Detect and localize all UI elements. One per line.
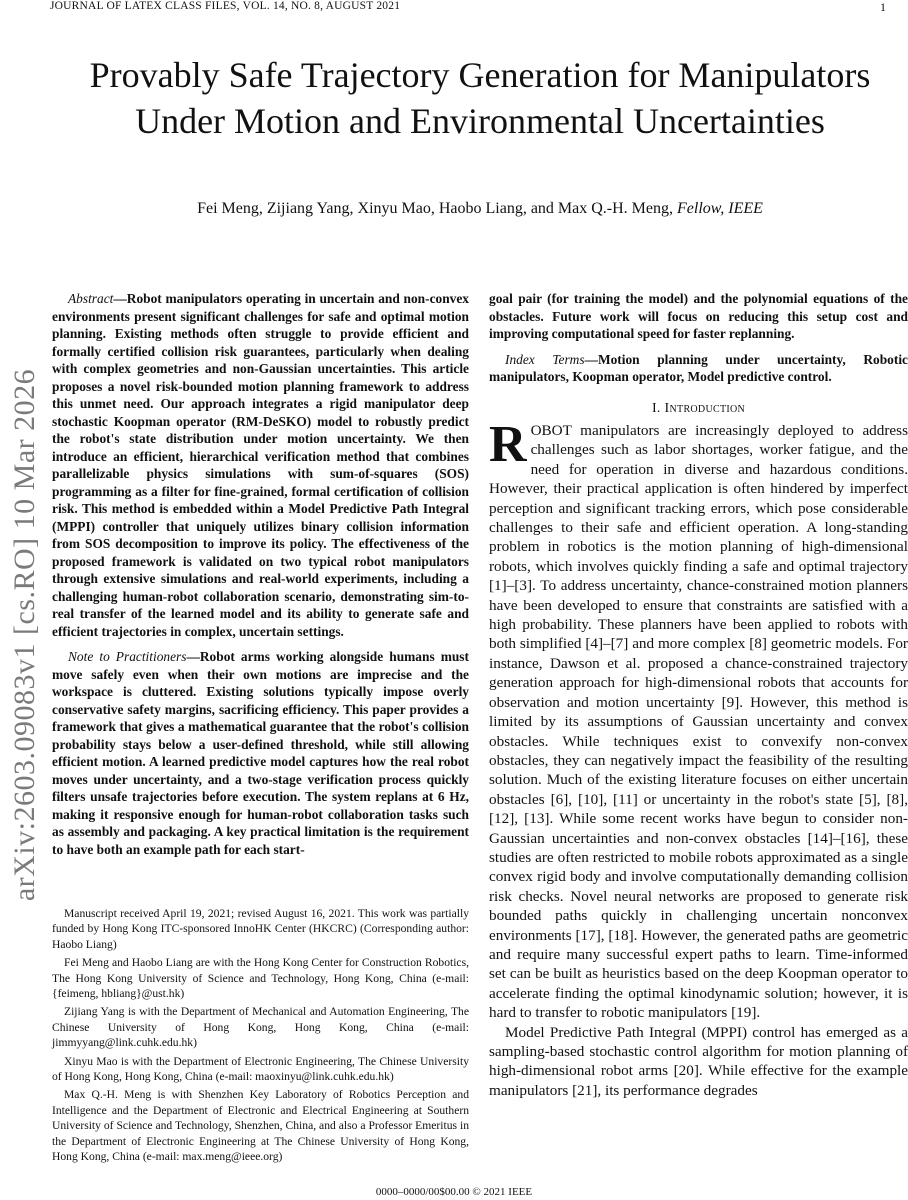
right-column	[489, 290, 908, 1100]
page-number: 1	[880, 0, 886, 14]
note-label: Note to Practitioners	[68, 649, 187, 664]
copyright-footer: 0000–0000/00$00.00 © 2021 IEEE	[375, 1186, 533, 1198]
journal-header: JOURNAL OF LATEX CLASS FILES, VOL. 14, NO. 8, AUGUST 2021	[50, 0, 401, 12]
intro-paragraph-2: Model Predictive Path Integral (MPPI) control has emerged as a sampling-based stochastic control algorithm for motion planning of high-dimensional robot arms [20]. While effective for the example manipulators [21], its performance degrades	[489, 1023, 908, 1099]
index-terms-text: Motion planning under uncertainty, Robotic manipulators, Koopman operator, Model predictive control.	[489, 351, 908, 384]
author-names: Fei Meng, Zijiang Yang, Xinyu Mao, Haobo Liang, and Max Q.-H. Meng,	[197, 200, 674, 217]
abstract-text: Robot manipulators operating in uncertain and non-convex environments present significant challenges for safe and optimal motion planning. Existing methods often struggle to provide efficient and formally certified collision risk guarantees, particularly when dealing with complex geometries and non-Gaussian uncertainties. This article proposes a novel risk-bounded motion planning framework to address this unmet need. Our approach integrates a rigid manipulator deep stochastic Koopman operator (RM-DeSKO) model to robustly predict the robot's state distribution under motion uncertainty. We then introduce an efficient, hierarchical verification method that combines parallelizable physics simulations with sum-of-squares (SOS) programming as a filter for fine-grained, formal certification of collision risk. This method is embedded within a Model Predictive Path Integral (MPPI) controller that uniquely utilizes binary collision information from SOS decomposition to improve its policy. The effectiveness of the proposed framework is validated on two typical robot manipulators through extensive simulations and real-world experiments, including a challenging human-robot collaboration scenario, demonstrating sim-to-real transfer of the learned model and its ability to generate safe and efficient trajectories in complex, uncertain settings.	[52, 291, 469, 639]
footnote-affiliation-mao: Xinyu Mao is with the Department of Electronic Engineering, The Chinese University of Hong Kong, Hong Kong, China (e-mail: maoxinyu@link.cuhk.edu.hk)	[52, 1054, 469, 1084]
footnote-affiliation-meng-liang: Fei Meng and Haobo Liang are with the Hong Kong Center for Construction Robotics, The Hong Kong University of Science and Technology, Hong Kong, China (e-mail: {feimeng, hbliang}@ust.hk)	[52, 956, 469, 1001]
author-list	[60, 200, 900, 218]
abstract: Abstract—Robot manipulators operating in uncertain and non-convex environments present significant challenges for safe and optimal motion planning. Existing methods often struggle to provide efficient and formally certified collision risk guarantees, particularly when dealing with complex geometries and non-Gaussian uncertainties. This article proposes a novel risk-bounded motion planning framework to address this unmet need. Our approach integrates a rigid manipulator deep stochastic Koopman operator (RM-DeSKO) model to robustly predict the robot's state distribution under motion uncertainty. We then introduce an efficient, hierarchical verification method that combines parallelizable physics simulations with sum-of-squares (SOS) programming as a filter for fine-grained, formal certification of collision risk. This method is embedded within a Model Predictive Path Integral (MPPI) controller that uniquely utilizes binary collision information from SOS decomposition to improve its policy. The effectiveness of the proposed framework is validated on two typical robot manipulators through extensive simulations and real-world experiments, including a challenging human-robot collaboration scenario, demonstrating sim-to-real transfer of the learned model and its ability to generate safe and efficient trajectories in complex, uncertain settings.	[52, 291, 469, 639]
footnotes	[52, 906, 469, 1168]
intro-paragraph-1	[489, 416, 908, 1023]
intro-text-1: OBOT manipulators are increasingly deployed to address challenges such as labor shortages, worker fatigue, and the need for operation in diverse and hazardous conditions. However, their practical application is often hindered by imperfect perception and significant tracking errors, which pose considerable challenges to their safe and efficient operation. A long-standing problem in robotics is the motion planning of high-dimensional robots, which involves quickly finding a safe and optimal trajectory [1]–[3]. To address uncertainty, chance-constrained motion planners have been developed to ensure that constraints are satisfied with a high probability. These planners have been applied to robots with both simplified [4]–[7] and more complex [8] geometric models. For instance, Dawson et al. proposed a chance-constrained trajectory generation approach for high-dimensional robots that accounts for observation and motion uncertainty [9]. However, this method is limited by its assumptions of Gaussian uncertainty and convex obstacles. While techniques exist to convexify non-convex obstacles, they can negatively impact the feasibility of the resulting solution. Much of the existing literature focuses on either uncertain obstacles [6], [10], [11] or uncertainty in the robot's state [5], [8], [12], [13]. While some recent works have begun to consider non-Gaussian uncertainties and non-convex obstacles [14]–[16], these studies are often restricted to mobile robots approximated as a single convex rigid body and involve computationally demanding collision risk checks. Novel neural networks are proposed to generate risk bounded paths quickly in challenging uncertain nonconvex environments [17], [18]. However, the generated paths are geometric and require many successful expert paths to learn. Time-informed set can be built as heuristics based on the deep Koopman operator to accelerate finding the optimal kinodynamic solution; however, it is hard to transfer to robotic manipulators [19].	[489, 422, 908, 1022]
author-suffix: Fellow, IEEE	[677, 200, 763, 217]
note-to-practitioners: Note to Practitioners—Robot arms working alongside humans must move safely even when their own motions are imprecise and the workspace is cluttered. Existing solutions typically impose overly conservative safety margins, sacrificing efficiency. This paper provides a framework that gives a mathematical guarantee that the robot's collision probability stays below a user-defined threshold, while still allowing efficient motion. A learned predictive model captures how the real robot moves under uncertainty, and a two-stage verification process quickly filters unsafe trajectories before execution. The system replans at 6 Hz, making it responsive enough for human-robot collaboration tasks such as assembly and packaging. A key practical limitation is the requirement to have both an example path for each start-	[52, 649, 469, 857]
section-title: Introduction	[664, 400, 746, 416]
left-column	[52, 290, 469, 858]
section-heading-introduction	[489, 400, 908, 418]
note-text-left: Robot arms working alongside humans must move safely even when their own motions are imprecise and the workspace is cluttered. Existing solutions typically impose overly conservative safety margins, sacrificing efficiency. This paper provides a framework that gives a mathematical guarantee that the robot's collision probability stays below a user-defined threshold, while still allowing efficient motion. A learned predictive model captures how the real robot moves under uncertainty, and a two-stage verification process quickly filters unsafe trajectories before execution. The system replans at 6 Hz, making it responsive enough for human-robot collaboration tasks such as assembly and packaging. A key practical limitation is the requirement to have both an example path for each start-	[52, 649, 469, 857]
index-terms-label: Index Terms	[505, 351, 585, 367]
paper-title: Provably Safe Trajectory Generation for Manipulators Under Motion and Environmental Uncertainties	[89, 55, 871, 141]
abstract-label: Abstract	[68, 291, 114, 306]
footnote-manuscript: Manuscript received April 19, 2021; revised August 16, 2021. This work was partially funded by Hong Kong ITC-sponsored InnoHK Center (HKCRC) (Corresponding author: Haobo Liang)	[52, 907, 469, 951]
note-text-right: goal pair (for training the model) and the polynomial equations of the obstacles. Future work will focus on reducing this setup cost and improving computational speed for faster replanning.	[489, 291, 908, 341]
dropcap: R	[489, 416, 527, 473]
footnote-affiliation-max-meng: Max Q.-H. Meng is with Shenzhen Key Laboratory of Robotics Perception and Intelligence and the Department of Electronic and Electrical Engineering at Southern University of Science and Technology, Shenzhen, China, and also a Professor Emeritus in the Department of Electronic Engineering at The Chinese University of Hong Kong, Hong Kong, China (e-mail: max.meng@ieee.org)	[52, 1088, 469, 1164]
arxiv-stamp: arXiv:2603.09083v1 [cs.RO] 10 Mar 2026	[8, 368, 41, 902]
index-terms: Index Terms—Motion planning under uncertainty, Robotic manipulators, Koopman operator, Model predictive control.	[489, 351, 908, 384]
section-numeral: I.	[651, 400, 661, 416]
footnote-affiliation-yang: Zijiang Yang is with the Department of Mechanical and Automation Engineering, The Chinese University of Hong Kong, Hong Kong, China (e-mail: jimmyyang@link.cuhk.edu.hk)	[52, 1005, 469, 1050]
